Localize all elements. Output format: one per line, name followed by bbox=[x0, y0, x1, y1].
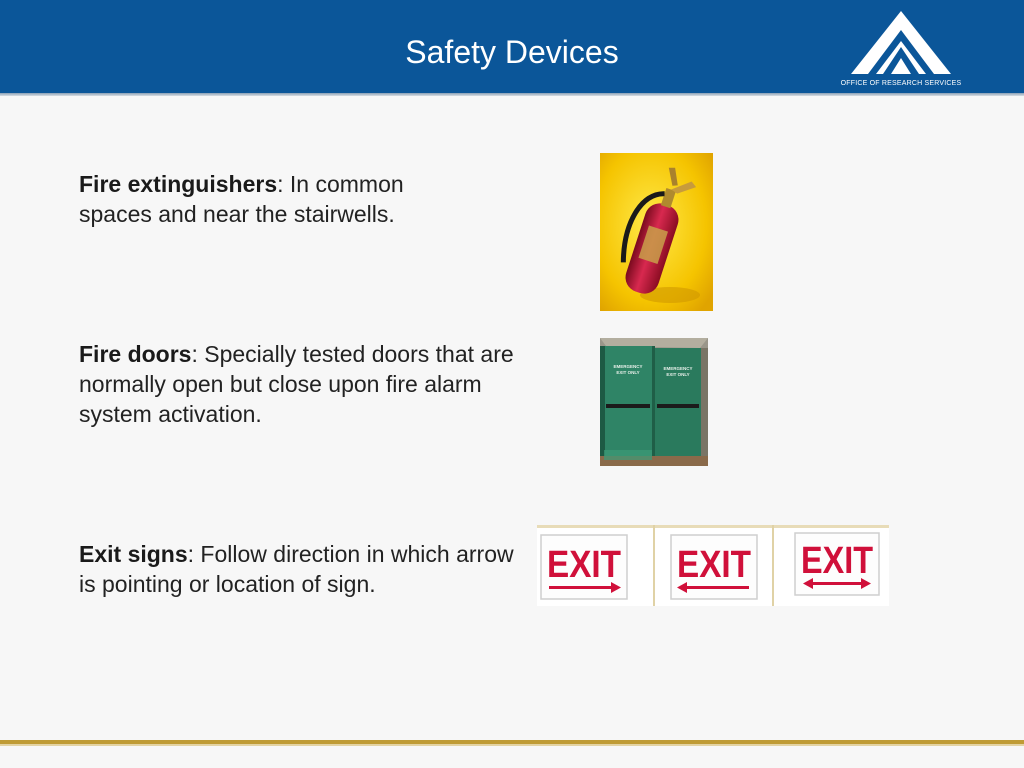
svg-text:EXIT ONLY: EXIT ONLY bbox=[616, 370, 640, 375]
svg-text:EMERGENCY: EMERGENCY bbox=[613, 364, 643, 369]
item-fire-doors bbox=[79, 339, 519, 429]
fire-doors-image bbox=[600, 338, 708, 466]
logo-text: OFFICE OF RESEARCH SERVICES bbox=[840, 80, 962, 87]
header-shadow bbox=[0, 93, 1024, 96]
svg-text:EXIT: EXIT bbox=[547, 544, 621, 586]
exit-sign-both bbox=[795, 533, 879, 595]
ors-logo bbox=[840, 8, 962, 92]
item-term: Fire extinguishers bbox=[79, 171, 278, 197]
svg-text:EXIT: EXIT bbox=[801, 540, 873, 582]
svg-text:EXIT ONLY: EXIT ONLY bbox=[666, 372, 690, 377]
fire-extinguisher-image bbox=[600, 153, 713, 311]
exit-sign-left bbox=[671, 535, 757, 599]
item-term: Fire doors bbox=[79, 341, 192, 367]
footer-accent-line-light bbox=[0, 744, 1024, 746]
exit-signs-image bbox=[537, 525, 889, 606]
svg-text:EMERGENCY: EMERGENCY bbox=[663, 366, 693, 371]
ors-logo-icon bbox=[848, 8, 954, 76]
item-term: Exit signs bbox=[79, 541, 188, 567]
item-description: : Specially tested doors that are normally open but close upon fire alarm system activation. bbox=[79, 341, 514, 427]
exit-sign-right bbox=[541, 535, 627, 599]
item-fire-extinguishers bbox=[79, 169, 479, 229]
item-exit-signs bbox=[79, 539, 519, 599]
item-description: : In common spaces and near the stairwells. bbox=[79, 171, 404, 227]
item-description: : Follow direction in which arrow is pointing or location of sign. bbox=[79, 541, 514, 597]
svg-text:EXIT: EXIT bbox=[677, 544, 751, 586]
header-bar bbox=[0, 0, 1024, 93]
slide-title: Safety Devices bbox=[405, 34, 619, 70]
